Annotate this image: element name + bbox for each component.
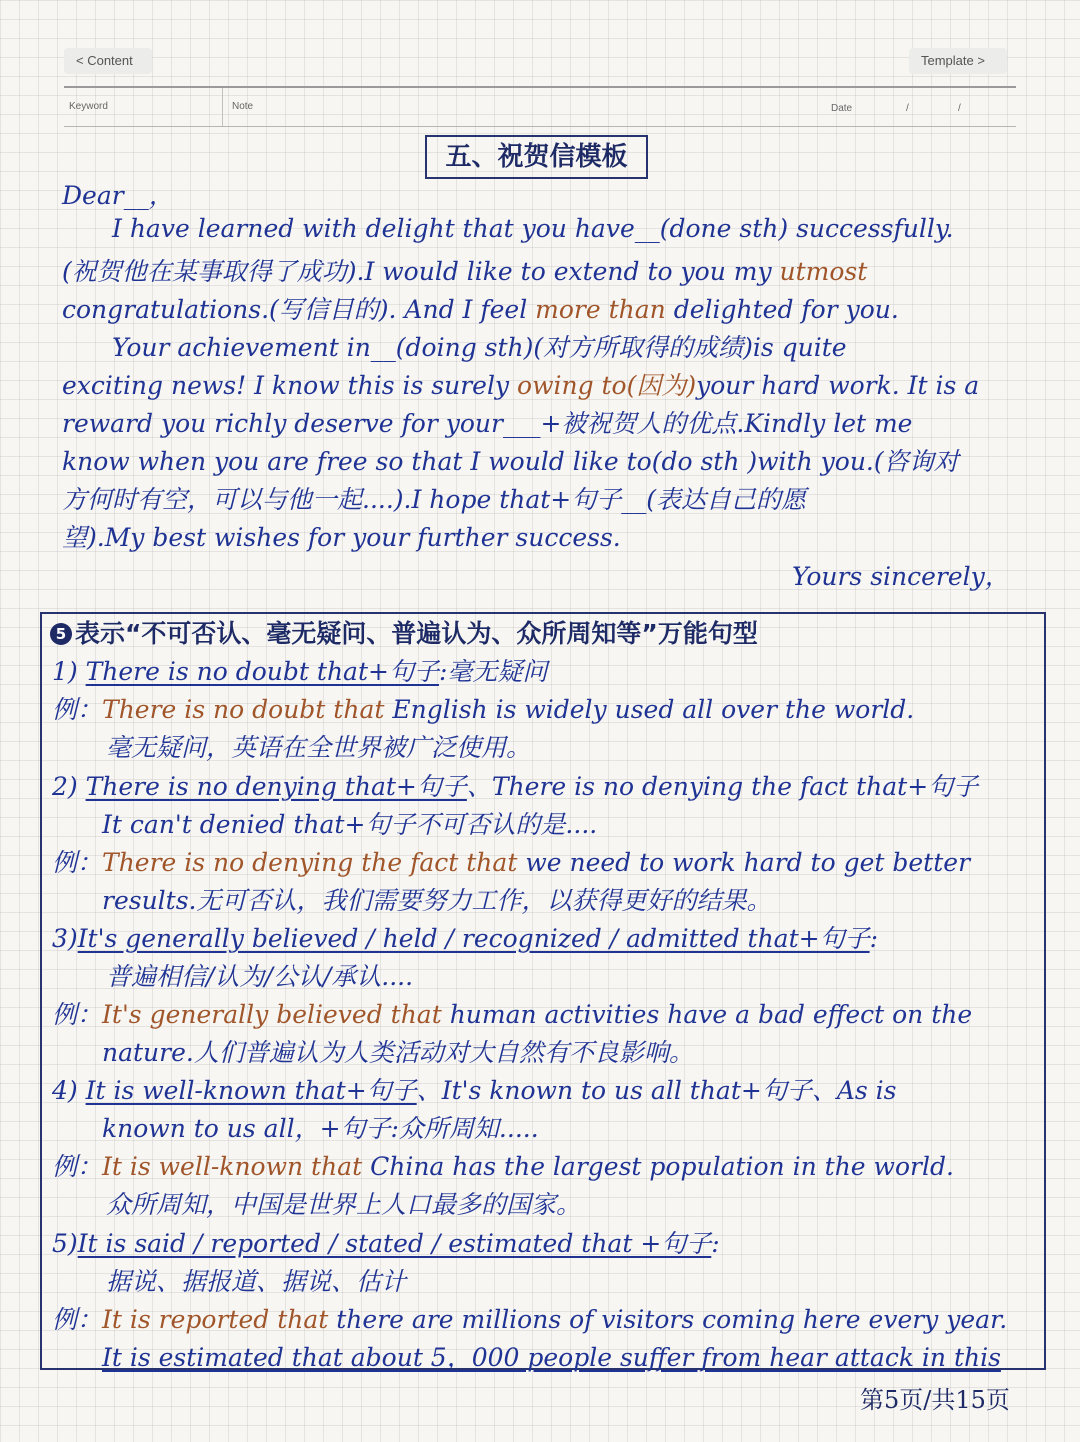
pattern-text: It is well-known that+句子 [85,1076,417,1105]
example-3 [52,995,972,1031]
letter-line-3 [62,252,867,288]
box-heading-text: 表示“不可否认、毫无疑问、普遍认为、众所周知等”万能句型 [75,619,758,648]
date-sep-1: / [906,103,909,114]
letter-text: exciting news! I know this is surely [62,371,518,400]
pattern-text-alt: 、It's known to us all that+句子、As is [416,1076,897,1105]
example-3-line-2: nature.人们普遍认为人类活动对大自然有不良影响。 [102,1038,694,1067]
note-label: Note [232,101,254,112]
example-highlight: It is reported that [102,1305,329,1334]
example-5 [52,1300,1007,1336]
template-next-button[interactable]: Template > [909,48,1007,74]
pattern-number: 4) [52,1076,86,1105]
example-text: English is widely used all over the world. [384,695,915,724]
letter-line-5: Your achievement in__(doing sth)(对方所取得的成绩)is quite [112,333,847,362]
letter-line-9: 方何时有空，可以与他一起....).I hope that+句子__(表达自己的愿 [62,485,807,514]
example-highlight: There is no doubt that [102,695,385,724]
pattern-2 [52,767,978,803]
letter-line-2: I have learned with delight that you have__(done sth) successfully. [112,214,954,243]
keyword-label: Keyword [69,101,108,112]
header-divider [222,88,223,126]
example-5-line-2: It is estimated that about 5，000 people suffer from hear attack in this [102,1343,1001,1372]
pattern-colon: : [869,924,879,953]
pattern-3-meaning: 普遍相信/认为/公认/承认.... [106,962,414,991]
pattern-text: It's generally believed / held / recognized / admitted that+句子 [77,924,870,953]
date-label: Date [831,103,853,114]
circled-number-icon: 5 [50,623,72,645]
date-sep-2: / [958,103,961,114]
page-number: 第5页/共15页 [860,1386,1010,1414]
pattern-text: There is no denying that+句子 [85,772,467,801]
header-bottom-rule [64,126,1016,127]
example-label: 例： [52,1152,103,1181]
example-highlight: It is well-known that [102,1152,363,1181]
example-1 [52,690,914,726]
letter-line-6 [62,366,979,402]
example-4-translation: 众所周知，中国是世界上人口最多的国家。 [106,1190,582,1219]
example-4 [52,1147,954,1183]
pattern-number: 2) [52,772,86,801]
letter-highlight: more than [535,295,666,324]
pattern-text: There is no doubt that+句子 [85,657,439,686]
pattern-3 [52,919,878,955]
pattern-number: 1) [52,657,86,686]
pattern-number: 3) [52,924,78,953]
letter-text: delighted for you. [665,295,899,324]
example-highlight: There is no denying the fact that [102,848,518,877]
letter-line-10: 望).My best wishes for your further success. [62,523,621,552]
pattern-text-alt: 、There is no denying the fact that+句子 [466,772,979,801]
pattern-colon: : [711,1229,720,1258]
example-2 [52,843,970,879]
pattern-5-meaning: 据说、据报道、据说、估计 [106,1267,407,1296]
pattern-5 [52,1224,720,1260]
example-label: 例： [52,695,103,724]
letter-text: (祝贺他在某事取得了成功).I would like to extend to you my [62,257,780,286]
box-heading [50,614,758,650]
example-text: human activities have a bad effect on the [441,1000,973,1029]
example-highlight: It's generally believed that [102,1000,442,1029]
example-label: 例： [52,1000,103,1029]
example-1-translation: 毫无疑问，英语在全世界被广泛使用。 [106,733,532,762]
letter-closing: Yours sincerely， [792,562,1010,591]
letter-line-1: Dear__， [62,181,174,210]
example-2-line-2: results.无可否认，我们需要努力工作，以获得更好的结果。 [102,886,772,915]
letter-text: congratulations.(写信目的). And I feel [62,295,536,324]
letter-highlight: utmost [779,257,868,286]
example-text: China has the largest population in the world. [362,1152,954,1181]
pattern-4-line-2: known to us all，+句子:众所周知..... [102,1114,539,1143]
example-label: 例： [52,848,103,877]
page-title: 五、祝贺信模板 [425,135,648,179]
pattern-text: It is said / reported / stated / estimated that +句子 [77,1229,712,1258]
letter-highlight: owing to(因为) [517,371,697,400]
example-text: there are millions of visitors coming here every year. [328,1305,1008,1334]
letter-text: your hard work. It is a [696,371,980,400]
pattern-2-line-2: It can't denied that+句子不可否认的是.... [102,810,598,839]
pattern-4 [52,1071,896,1107]
pattern-1 [52,652,547,688]
pattern-meaning: :毫无疑问 [438,657,548,686]
pattern-number: 5) [52,1229,78,1258]
header-top-rule [64,86,1016,88]
example-text: we need to work hard to get better [517,848,971,877]
letter-line-7: reward you richly deserve for your___+被祝贺人的优点.Kindly let me [62,409,913,438]
content-back-button[interactable]: < Content [64,48,152,74]
letter-line-4 [62,290,899,326]
example-label: 例： [52,1305,103,1334]
letter-line-8: know when you are free so that I would like to(do sth )with you.(咨询对 [62,447,959,476]
